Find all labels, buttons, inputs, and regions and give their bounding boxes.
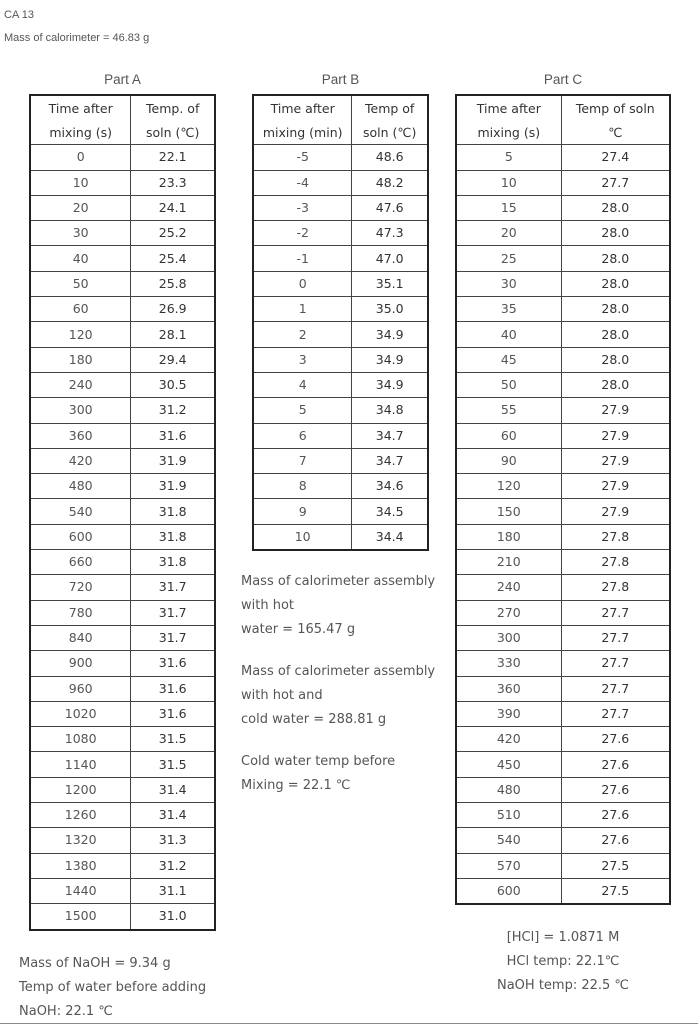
time-cell: 780 (30, 600, 131, 625)
temp-cell: 23.3 (131, 170, 215, 195)
time-cell: 960 (30, 676, 131, 701)
cold-water-temp-note (241, 750, 395, 798)
time-cell: 15 (456, 195, 561, 220)
temp-cell: 31.6 (131, 651, 215, 676)
time-cell: 5 (253, 398, 352, 423)
time-cell: 720 (30, 575, 131, 600)
time-header-line1: Time after (30, 95, 131, 120)
time-cell: 600 (30, 524, 131, 549)
time-cell: 30 (30, 221, 131, 246)
time-cell: 1200 (30, 777, 131, 802)
temp-cell: 34.8 (352, 398, 428, 423)
time-cell: 1020 (30, 701, 131, 726)
note-line: Cold water temp before (241, 754, 396, 769)
table-row (456, 828, 670, 853)
table-row (456, 170, 670, 195)
header-row (30, 95, 215, 120)
temp-cell: 31.6 (131, 676, 215, 701)
time-cell: 1440 (30, 878, 131, 903)
table-row (456, 499, 670, 524)
temp-cell: 31.5 (131, 752, 215, 777)
table-row (30, 448, 215, 473)
time-cell: 50 (456, 372, 561, 397)
table-row (253, 246, 428, 271)
temp-cell: 34.7 (352, 423, 428, 448)
table-row (253, 195, 428, 220)
table-row (30, 372, 215, 397)
temp-cell: 31.7 (131, 600, 215, 625)
temp-cell: 27.7 (561, 676, 670, 701)
table-row (30, 853, 215, 878)
time-cell: 480 (30, 474, 131, 499)
table-row (30, 904, 215, 930)
note-line: Mass of calorimeter assembly (241, 664, 436, 679)
time-cell: 840 (30, 625, 131, 650)
table-row (456, 600, 670, 625)
table-row (30, 651, 215, 676)
temp-header-line2: soln (℃) (131, 120, 215, 145)
time-cell: 6 (253, 423, 352, 448)
table-row (30, 297, 215, 322)
table-row (456, 297, 670, 322)
table-row (30, 271, 215, 296)
time-cell: 360 (30, 423, 131, 448)
table-row (456, 676, 670, 701)
temp-cell: 47.6 (352, 195, 428, 220)
table-row (456, 448, 670, 473)
time-cell: 55 (456, 398, 561, 423)
header-row (30, 120, 215, 145)
part-c-body (456, 145, 670, 904)
temp-cell: 35.1 (352, 271, 428, 296)
table-row (30, 752, 215, 777)
temp-cell: 31.4 (131, 803, 215, 828)
temp-cell: 28.1 (131, 322, 215, 347)
header-row (253, 95, 428, 120)
time-cell: 0 (30, 145, 131, 170)
temp-cell: 27.9 (561, 448, 670, 473)
table-row (30, 803, 215, 828)
temp-cell: 27.5 (561, 878, 670, 904)
time-cell: 40 (30, 246, 131, 271)
table-row (30, 575, 215, 600)
time-cell: 20 (456, 221, 561, 246)
table-row (456, 524, 670, 549)
table-row (30, 347, 215, 372)
table-row (456, 550, 670, 575)
table-row (253, 170, 428, 195)
document-title: CA 13 (4, 9, 34, 21)
table-row (30, 625, 215, 650)
time-cell: 3 (253, 347, 352, 372)
part-a-notes (19, 952, 206, 1024)
table-row (253, 474, 428, 499)
time-cell: 5 (456, 145, 561, 170)
table-row (456, 625, 670, 650)
table-row (456, 372, 670, 397)
table-row (30, 246, 215, 271)
temp-cell: 31.6 (131, 701, 215, 726)
temp-cell: 27.4 (561, 145, 670, 170)
table-row (456, 347, 670, 372)
time-cell: 10 (30, 170, 131, 195)
temp-cell: 31.6 (131, 423, 215, 448)
temp-cell: 28.0 (561, 347, 670, 372)
table-row (456, 423, 670, 448)
temp-cell: 34.4 (352, 524, 428, 550)
time-cell: 1320 (30, 828, 131, 853)
temp-cell: 31.3 (131, 828, 215, 853)
time-header-line2: mixing (s) (30, 120, 131, 145)
note-line: Mixing = 22.1 ℃ (241, 778, 351, 793)
table-row (30, 170, 215, 195)
table-row (456, 246, 670, 271)
part-a-body (30, 145, 215, 930)
time-header-line1: Time after (253, 95, 352, 120)
table-row (456, 195, 670, 220)
time-cell: 180 (30, 347, 131, 372)
header-row (253, 120, 428, 145)
note-line: Mass of calorimeter assembly (241, 574, 436, 589)
hcl-temp: HCl temp: 22.1℃ (506, 954, 620, 969)
temp-cell: 26.9 (131, 297, 215, 322)
temp-cell: 27.9 (561, 423, 670, 448)
temp-cell: 29.4 (131, 347, 215, 372)
header-row (456, 95, 670, 120)
temp-cell: 27.9 (561, 398, 670, 423)
time-cell: 360 (456, 676, 561, 701)
temp-cell: 31.8 (131, 499, 215, 524)
time-cell: 420 (456, 727, 561, 752)
table-row (456, 803, 670, 828)
temp-cell: 27.7 (561, 701, 670, 726)
temp-cell: 31.8 (131, 550, 215, 575)
time-cell: 2 (253, 322, 352, 347)
table-row (253, 297, 428, 322)
calorimeter-mass: Mass of calorimeter = 46.83 g (4, 32, 150, 44)
temp-cell: 27.7 (561, 170, 670, 195)
hcl-concentration: [HCl] = 1.0871 M (506, 930, 620, 945)
temp-cell: 48.6 (352, 145, 428, 170)
table-row (30, 322, 215, 347)
temp-cell: 35.0 (352, 297, 428, 322)
time-cell: -4 (253, 170, 352, 195)
header-row (456, 120, 670, 145)
temp-cell: 31.2 (131, 398, 215, 423)
time-cell: 9 (253, 499, 352, 524)
temp-cell: 27.6 (561, 828, 670, 853)
table-row (30, 145, 215, 170)
table-row (30, 195, 215, 220)
time-cell: 1500 (30, 904, 131, 930)
table-row (456, 221, 670, 246)
table-row (456, 701, 670, 726)
temp-cell: 31.1 (131, 878, 215, 903)
temp-cell: 28.0 (561, 221, 670, 246)
temp-cell: 34.6 (352, 474, 428, 499)
table-row (456, 878, 670, 904)
table-row (30, 398, 215, 423)
time-cell: 90 (456, 448, 561, 473)
table-row (253, 524, 428, 550)
table-row (456, 145, 670, 170)
temp-cell: 34.9 (352, 372, 428, 397)
temp-header-line1: Temp. of (131, 95, 215, 120)
temp-header-line2: soln (℃) (352, 120, 428, 145)
naoh-temp: NaOH temp: 22.5 ℃ (496, 978, 630, 993)
temp-cell: 47.3 (352, 221, 428, 246)
water-temp-value: NaOH: 22.1 ℃ (19, 1004, 113, 1019)
temp-cell: 31.0 (131, 904, 215, 930)
time-cell: 25 (456, 246, 561, 271)
time-cell: 210 (456, 550, 561, 575)
time-cell: 1140 (30, 752, 131, 777)
time-cell: 35 (456, 297, 561, 322)
time-cell: 240 (456, 575, 561, 600)
table-row (30, 524, 215, 549)
temp-cell: 27.6 (561, 777, 670, 802)
temp-cell: 27.9 (561, 499, 670, 524)
part-a-table (29, 94, 216, 931)
temp-cell: 28.0 (561, 372, 670, 397)
part-c-table (455, 94, 671, 905)
naoh-mass: Mass of NaOH = 9.34 g (19, 956, 171, 971)
time-cell: -5 (253, 145, 352, 170)
table-row (253, 322, 428, 347)
temp-cell: 31.7 (131, 625, 215, 650)
table-row (30, 676, 215, 701)
temp-cell: 31.5 (131, 727, 215, 752)
table-row (456, 398, 670, 423)
time-cell: -1 (253, 246, 352, 271)
time-cell: 120 (30, 322, 131, 347)
temp-cell: 31.8 (131, 524, 215, 549)
time-cell: 50 (30, 271, 131, 296)
temp-cell: 27.7 (561, 625, 670, 650)
time-header-line2: mixing (min) (253, 120, 352, 145)
part-a-title: Part A (104, 72, 141, 87)
temp-cell: 27.6 (561, 727, 670, 752)
table-row (30, 474, 215, 499)
table-row (456, 752, 670, 777)
part-b-title: Part B (321, 72, 360, 87)
time-cell: 300 (456, 625, 561, 650)
table-row (253, 372, 428, 397)
time-cell: 540 (456, 828, 561, 853)
temp-header-line1: Temp of (352, 95, 428, 120)
time-header-line1: Time after (456, 95, 561, 120)
time-cell: 390 (456, 701, 561, 726)
temp-cell: 27.6 (561, 752, 670, 777)
time-cell: 450 (456, 752, 561, 777)
note-line: with hot (241, 598, 295, 613)
table-row (30, 878, 215, 903)
table-row (456, 777, 670, 802)
table-row (30, 600, 215, 625)
note-line: with hot and (241, 688, 323, 703)
temp-cell: 31.2 (131, 853, 215, 878)
temp-cell: 25.4 (131, 246, 215, 271)
table-row (456, 651, 670, 676)
time-cell: -2 (253, 221, 352, 246)
table-row (253, 448, 428, 473)
temp-cell: 28.0 (561, 195, 670, 220)
temp-cell: 34.9 (352, 322, 428, 347)
temp-cell: 27.9 (561, 474, 670, 499)
table-row (456, 575, 670, 600)
part-b-table (252, 94, 429, 551)
note-line: cold water = 288.81 g (241, 712, 387, 727)
time-cell: 7 (253, 448, 352, 473)
part-b-body (253, 145, 428, 550)
part-c-notes (455, 926, 671, 998)
temp-cell: 28.0 (561, 271, 670, 296)
time-cell: 180 (456, 524, 561, 549)
table-row (30, 550, 215, 575)
note-line: water = 165.47 g (241, 622, 356, 637)
time-header-line2: mixing (s) (456, 120, 561, 145)
table-row (456, 853, 670, 878)
temp-header-line2: ℃ (561, 120, 670, 145)
table-row (30, 727, 215, 752)
table-row (30, 423, 215, 448)
hot-cold-water-mass-note (241, 660, 435, 732)
table-row (253, 221, 428, 246)
time-cell: -3 (253, 195, 352, 220)
temp-cell: 31.4 (131, 777, 215, 802)
time-cell: 10 (456, 170, 561, 195)
temp-cell: 31.9 (131, 474, 215, 499)
time-cell: 150 (456, 499, 561, 524)
table-row (456, 727, 670, 752)
temp-cell: 31.9 (131, 448, 215, 473)
table-row (253, 145, 428, 170)
time-cell: 570 (456, 853, 561, 878)
temp-cell: 34.7 (352, 448, 428, 473)
time-cell: 45 (456, 347, 561, 372)
temp-cell: 48.2 (352, 170, 428, 195)
temp-cell: 27.8 (561, 550, 670, 575)
table-row (253, 271, 428, 296)
temp-cell: 28.0 (561, 246, 670, 271)
temp-cell: 25.8 (131, 271, 215, 296)
temp-cell: 34.5 (352, 499, 428, 524)
time-cell: 60 (30, 297, 131, 322)
temp-cell: 27.6 (561, 803, 670, 828)
table-row (30, 828, 215, 853)
time-cell: 240 (30, 372, 131, 397)
time-cell: 0 (253, 271, 352, 296)
time-cell: 60 (456, 423, 561, 448)
temp-cell: 28.0 (561, 322, 670, 347)
temp-cell: 27.8 (561, 575, 670, 600)
time-cell: 480 (456, 777, 561, 802)
time-cell: 600 (456, 878, 561, 904)
time-cell: 420 (30, 448, 131, 473)
time-cell: 8 (253, 474, 352, 499)
temp-cell: 34.9 (352, 347, 428, 372)
table-row (253, 398, 428, 423)
time-cell: 30 (456, 271, 561, 296)
table-row (253, 499, 428, 524)
time-cell: 300 (30, 398, 131, 423)
time-cell: 120 (456, 474, 561, 499)
water-temp-label: Temp of water before adding (19, 980, 207, 995)
time-cell: 1380 (30, 853, 131, 878)
table-row (253, 347, 428, 372)
time-cell: 1260 (30, 803, 131, 828)
table-row (30, 499, 215, 524)
time-cell: 900 (30, 651, 131, 676)
temp-cell: 30.5 (131, 372, 215, 397)
temp-cell: 25.2 (131, 221, 215, 246)
part-c-title: Part C (543, 72, 583, 87)
table-row (456, 271, 670, 296)
temp-cell: 31.7 (131, 575, 215, 600)
temp-cell: 27.7 (561, 600, 670, 625)
hot-water-mass-note (241, 570, 435, 642)
table-row (30, 701, 215, 726)
temp-cell: 22.1 (131, 145, 215, 170)
table-row (30, 777, 215, 802)
table-row (456, 322, 670, 347)
time-cell: 1080 (30, 727, 131, 752)
temp-cell: 28.0 (561, 297, 670, 322)
table-row (253, 423, 428, 448)
temp-cell: 27.8 (561, 524, 670, 549)
temp-header-line1: Temp of soln (561, 95, 670, 120)
temp-cell: 47.0 (352, 246, 428, 271)
temp-cell: 27.7 (561, 651, 670, 676)
time-cell: 510 (456, 803, 561, 828)
time-cell: 4 (253, 372, 352, 397)
time-cell: 40 (456, 322, 561, 347)
time-cell: 270 (456, 600, 561, 625)
time-cell: 1 (253, 297, 352, 322)
temp-cell: 24.1 (131, 195, 215, 220)
time-cell: 10 (253, 524, 352, 550)
time-cell: 20 (30, 195, 131, 220)
time-cell: 660 (30, 550, 131, 575)
time-cell: 330 (456, 651, 561, 676)
table-row (30, 221, 215, 246)
temp-cell: 27.5 (561, 853, 670, 878)
table-row (456, 474, 670, 499)
time-cell: 540 (30, 499, 131, 524)
